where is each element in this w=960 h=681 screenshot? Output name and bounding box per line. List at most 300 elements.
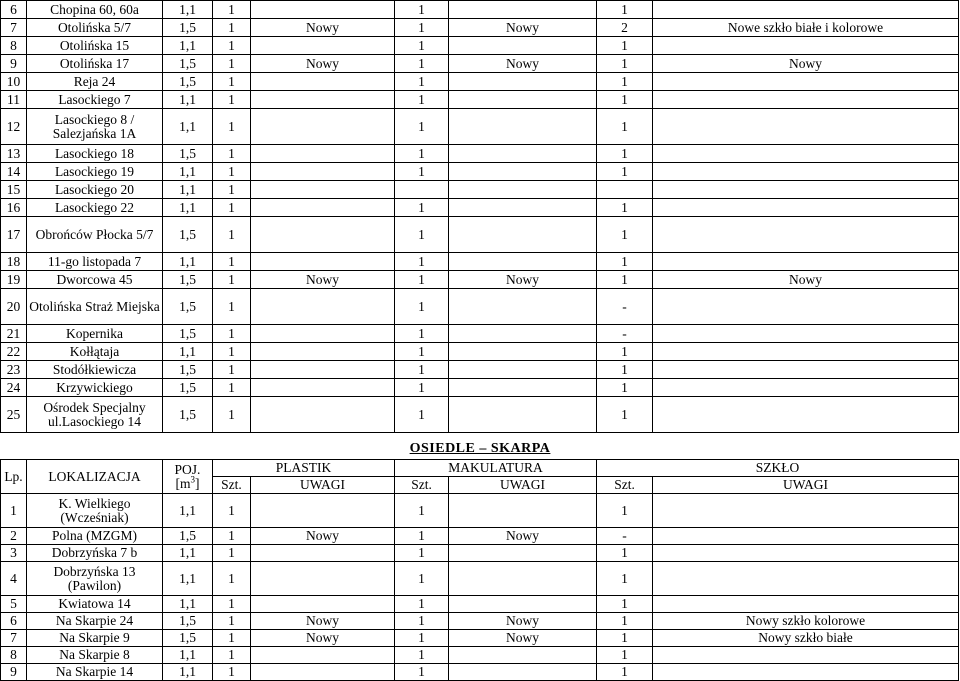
cell-capacity: 1,1 (163, 596, 213, 613)
cell-glass-count: 1 (597, 199, 653, 217)
cell-paper-count: 1 (395, 73, 449, 91)
cell-glass-count: 1 (597, 91, 653, 109)
cell-glass-count: 1 (597, 343, 653, 361)
cell-lp: 14 (1, 163, 27, 181)
cell-lp: 8 (1, 37, 27, 55)
cell-glass-count (597, 181, 653, 199)
cell-capacity: 1,5 (163, 528, 213, 545)
cell-paper-count: 1 (395, 55, 449, 73)
cell-plastic-count: 1 (213, 613, 251, 630)
cell-paper-notes: Nowy (449, 528, 597, 545)
cell-plastic-notes (251, 1, 395, 19)
cell-location: Lasockiego 20 (27, 181, 163, 199)
cell-lp: 9 (1, 55, 27, 73)
cell-plastic-count: 1 (213, 145, 251, 163)
cell-location: Dobrzyńska 7 b (27, 545, 163, 562)
cell-paper-notes (449, 545, 597, 562)
cell-plastic-count: 1 (213, 325, 251, 343)
cell-capacity: 1,5 (163, 55, 213, 73)
header-glass-uwagi: UWAGI (653, 477, 959, 494)
cell-paper-count: 1 (395, 361, 449, 379)
cell-location: Lasockiego 22 (27, 199, 163, 217)
table-row (1, 163, 959, 181)
cell-glass-notes (653, 397, 959, 433)
cell-capacity: 1,5 (163, 217, 213, 253)
cell-location: Lasockiego 18 (27, 145, 163, 163)
cell-paper-notes (449, 325, 597, 343)
header-capacity-label: POJ. (174, 461, 201, 477)
cell-lp: 7 (1, 19, 27, 37)
cell-capacity: 1,1 (163, 664, 213, 681)
cell-location: Reja 24 (27, 73, 163, 91)
cell-glass-notes (653, 73, 959, 91)
cell-glass-notes (653, 361, 959, 379)
cell-capacity: 1,5 (163, 325, 213, 343)
cell-paper-notes (449, 199, 597, 217)
cell-glass-count: 1 (597, 37, 653, 55)
header-plastic-uwagi: UWAGI (251, 477, 395, 494)
cell-paper-count: 1 (395, 613, 449, 630)
table-header (1, 460, 959, 494)
cell-lp: 21 (1, 325, 27, 343)
cell-capacity: 1,1 (163, 163, 213, 181)
cell-capacity: 1,1 (163, 109, 213, 145)
cell-capacity: 1,5 (163, 613, 213, 630)
cell-plastic-notes (251, 91, 395, 109)
cell-paper-count: 1 (395, 19, 449, 37)
cell-plastic-count: 1 (213, 19, 251, 37)
header-capacity-close: ] (195, 475, 200, 491)
cell-paper-count: 1 (395, 145, 449, 163)
cell-plastic-notes (251, 379, 395, 397)
cell-paper-notes (449, 664, 597, 681)
cell-paper-count: 1 (395, 199, 449, 217)
cell-location: Kwiatowa 14 (27, 596, 163, 613)
table-row (1, 664, 959, 681)
cell-plastic-count: 1 (213, 596, 251, 613)
cell-plastic-notes: Nowy (251, 613, 395, 630)
cell-capacity: 1,1 (163, 1, 213, 19)
cell-plastic-count: 1 (213, 361, 251, 379)
cell-paper-count: 1 (395, 562, 449, 596)
table-row (1, 325, 959, 343)
header-plastic: PLASTIK (213, 460, 395, 477)
table-row (1, 397, 959, 433)
cell-plastic-notes (251, 343, 395, 361)
cell-capacity: 1,1 (163, 37, 213, 55)
header-capacity-unit: [m (175, 475, 191, 491)
table-row (1, 217, 959, 253)
cell-lp: 9 (1, 664, 27, 681)
table-row (1, 253, 959, 271)
cell-paper-notes (449, 289, 597, 325)
cell-location: Polna (MZGM) (27, 528, 163, 545)
cell-lp: 24 (1, 379, 27, 397)
cell-glass-count: 1 (597, 1, 653, 19)
table-row (1, 73, 959, 91)
cell-plastic-count: 1 (213, 397, 251, 433)
cell-paper-notes: Nowy (449, 55, 597, 73)
cell-paper-count: 1 (395, 343, 449, 361)
cell-glass-notes: Nowe szkło białe i kolorowe (653, 19, 959, 37)
table-row (1, 361, 959, 379)
cell-capacity: 1,5 (163, 73, 213, 91)
cell-plastic-count: 1 (213, 217, 251, 253)
cell-plastic-count: 1 (213, 181, 251, 199)
cell-lp: 2 (1, 528, 27, 545)
cell-plastic-notes (251, 109, 395, 145)
cell-lp: 4 (1, 562, 27, 596)
cell-glass-notes (653, 379, 959, 397)
cell-plastic-count: 1 (213, 91, 251, 109)
header-capacity-sup: 3 (190, 474, 195, 484)
cell-glass-count: 1 (597, 613, 653, 630)
cell-plastic-count: 1 (213, 55, 251, 73)
cell-plastic-count: 1 (213, 73, 251, 91)
table-row (1, 109, 959, 145)
cell-plastic-notes (251, 217, 395, 253)
cell-glass-count: - (597, 325, 653, 343)
cell-plastic-notes (251, 325, 395, 343)
cell-location: Na Skarpie 8 (27, 647, 163, 664)
cell-plastic-notes (251, 647, 395, 664)
cell-plastic-count: 1 (213, 647, 251, 664)
cell-paper-count: 1 (395, 91, 449, 109)
table-row (1, 545, 959, 562)
section-title (0, 441, 960, 457)
table-row (1, 91, 959, 109)
cell-lp: 23 (1, 361, 27, 379)
header-localization: LOKALIZACJA (27, 460, 163, 494)
cell-location: Dworcowa 45 (27, 271, 163, 289)
cell-glass-count: 1 (597, 217, 653, 253)
cell-plastic-count: 1 (213, 343, 251, 361)
cell-paper-count: 1 (395, 397, 449, 433)
cell-lp: 20 (1, 289, 27, 325)
cell-glass-count: 1 (597, 361, 653, 379)
table-row (1, 271, 959, 289)
cell-plastic-count: 1 (213, 199, 251, 217)
cell-capacity: 1,5 (163, 19, 213, 37)
header-lp: Lp. (1, 460, 27, 494)
cell-lp: 3 (1, 545, 27, 562)
cell-paper-notes (449, 217, 597, 253)
cell-location: Dobrzyńska 13 (Pawilon) (27, 562, 163, 596)
cell-paper-notes (449, 596, 597, 613)
cell-location: Obrońców Płocka 5/7 (27, 217, 163, 253)
cell-paper-count: 1 (395, 630, 449, 647)
cell-glass-notes (653, 647, 959, 664)
cell-plastic-notes: Nowy (251, 630, 395, 647)
cell-glass-notes (653, 181, 959, 199)
cell-paper-count: 1 (395, 37, 449, 55)
cell-glass-count: 2 (597, 19, 653, 37)
cell-plastic-count: 1 (213, 163, 251, 181)
cell-glass-count: 1 (597, 494, 653, 528)
cell-plastic-notes (251, 562, 395, 596)
cell-paper-notes (449, 163, 597, 181)
cell-location: K. Wielkiego (Wcześniak) (27, 494, 163, 528)
cell-lp: 10 (1, 73, 27, 91)
cell-location: Otolińska 15 (27, 37, 163, 55)
cell-capacity: 1,5 (163, 379, 213, 397)
cell-paper-count: 1 (395, 379, 449, 397)
cell-paper-notes (449, 361, 597, 379)
cell-glass-notes (653, 343, 959, 361)
cell-glass-count: 1 (597, 664, 653, 681)
cell-lp: 8 (1, 647, 27, 664)
cell-glass-count: 1 (597, 163, 653, 181)
cell-plastic-notes: Nowy (251, 55, 395, 73)
cell-capacity: 1,1 (163, 253, 213, 271)
cell-paper-count: 1 (395, 325, 449, 343)
cell-lp: 19 (1, 271, 27, 289)
cell-location: Kopernika (27, 325, 163, 343)
cell-paper-count: 1 (395, 289, 449, 325)
cell-lp: 5 (1, 596, 27, 613)
cell-glass-notes (653, 325, 959, 343)
cell-location: Na Skarpie 24 (27, 613, 163, 630)
cell-location: 11-go listopada 7 (27, 253, 163, 271)
table-row (1, 1, 959, 19)
cell-lp: 13 (1, 145, 27, 163)
cell-glass-count: 1 (597, 630, 653, 647)
cell-capacity: 1,1 (163, 343, 213, 361)
cell-glass-notes: Nowy szkło kolorowe (653, 613, 959, 630)
cell-glass-notes (653, 1, 959, 19)
section-title-text: OSIEDLE – SKARPA (409, 441, 551, 456)
cell-glass-count: 1 (597, 562, 653, 596)
cell-location: Lasockiego 8 / Salezjańska 1A (27, 109, 163, 145)
cell-paper-notes: Nowy (449, 19, 597, 37)
cell-location: Ośrodek Specjalny ul.Lasockiego 14 (27, 397, 163, 433)
cell-plastic-notes: Nowy (251, 271, 395, 289)
cell-capacity: 1,5 (163, 145, 213, 163)
cell-plastic-notes (251, 596, 395, 613)
cell-paper-notes (449, 181, 597, 199)
cell-paper-count: 1 (395, 253, 449, 271)
cell-plastic-count: 1 (213, 528, 251, 545)
header-glass: SZKŁO (597, 460, 959, 477)
cell-paper-count: 1 (395, 528, 449, 545)
container-table-skarpa-body (1, 494, 959, 681)
table-row (1, 343, 959, 361)
cell-paper-count: 1 (395, 1, 449, 19)
cell-plastic-notes (251, 397, 395, 433)
cell-paper-notes (449, 253, 597, 271)
cell-paper-notes: Nowy (449, 271, 597, 289)
cell-plastic-notes (251, 289, 395, 325)
cell-glass-notes (653, 217, 959, 253)
cell-paper-notes (449, 494, 597, 528)
cell-paper-notes: Nowy (449, 613, 597, 630)
cell-paper-notes (449, 397, 597, 433)
cell-glass-notes (653, 253, 959, 271)
cell-plastic-notes: Nowy (251, 528, 395, 545)
cell-glass-count: 1 (597, 109, 653, 145)
cell-location: Stodółkiewicza (27, 361, 163, 379)
cell-glass-notes: Nowy (653, 271, 959, 289)
header-plastic-szt: Szt. (213, 477, 251, 494)
cell-glass-count: - (597, 528, 653, 545)
cell-paper-count: 1 (395, 647, 449, 664)
cell-lp: 6 (1, 613, 27, 630)
cell-plastic-notes (251, 163, 395, 181)
cell-glass-count: 1 (597, 379, 653, 397)
cell-paper-notes: Nowy (449, 630, 597, 647)
cell-glass-notes: Nowy (653, 55, 959, 73)
cell-lp: 11 (1, 91, 27, 109)
table-row (1, 145, 959, 163)
cell-paper-count: 1 (395, 163, 449, 181)
cell-lp: 1 (1, 494, 27, 528)
cell-lp: 6 (1, 1, 27, 19)
header-paper-szt: Szt. (395, 477, 449, 494)
cell-paper-notes (449, 562, 597, 596)
cell-paper-count: 1 (395, 271, 449, 289)
cell-capacity: 1,5 (163, 397, 213, 433)
cell-lp: 25 (1, 397, 27, 433)
cell-paper-count: 1 (395, 545, 449, 562)
cell-glass-notes (653, 289, 959, 325)
cell-glass-notes (653, 596, 959, 613)
header-capacity (163, 460, 213, 494)
cell-lp: 18 (1, 253, 27, 271)
cell-plastic-notes (251, 253, 395, 271)
cell-glass-count: 1 (597, 397, 653, 433)
cell-capacity: 1,1 (163, 91, 213, 109)
table-row (1, 181, 959, 199)
cell-paper-notes (449, 109, 597, 145)
table-row (1, 55, 959, 73)
cell-lp: 22 (1, 343, 27, 361)
table-row (1, 289, 959, 325)
cell-lp: 15 (1, 181, 27, 199)
cell-plastic-notes (251, 361, 395, 379)
cell-glass-count: 1 (597, 253, 653, 271)
cell-capacity: 1,5 (163, 271, 213, 289)
cell-plastic-notes (251, 145, 395, 163)
table-row (1, 199, 959, 217)
cell-glass-notes (653, 664, 959, 681)
cell-lp: 12 (1, 109, 27, 145)
table-row (1, 562, 959, 596)
cell-plastic-count: 1 (213, 630, 251, 647)
cell-location: Otolińska 17 (27, 55, 163, 73)
header-paper: MAKULATURA (395, 460, 597, 477)
cell-glass-notes (653, 91, 959, 109)
cell-paper-count: 1 (395, 596, 449, 613)
cell-paper-notes (449, 1, 597, 19)
cell-plastic-count: 1 (213, 1, 251, 19)
table-row (1, 596, 959, 613)
cell-glass-notes (653, 545, 959, 562)
cell-plastic-notes (251, 545, 395, 562)
cell-capacity: 1,1 (163, 181, 213, 199)
cell-location: Na Skarpie 14 (27, 664, 163, 681)
cell-lp: 7 (1, 630, 27, 647)
cell-glass-notes: Nowy szkło białe (653, 630, 959, 647)
cell-paper-count: 1 (395, 494, 449, 528)
cell-plastic-count: 1 (213, 379, 251, 397)
cell-location: Lasockiego 7 (27, 91, 163, 109)
cell-capacity: 1,1 (163, 562, 213, 596)
cell-plastic-notes (251, 181, 395, 199)
cell-paper-notes (449, 145, 597, 163)
cell-glass-count: 1 (597, 596, 653, 613)
container-table-upper-body (1, 1, 959, 433)
cell-plastic-count: 1 (213, 271, 251, 289)
cell-paper-notes (449, 647, 597, 664)
cell-capacity: 1,1 (163, 494, 213, 528)
cell-glass-notes (653, 145, 959, 163)
cell-capacity: 1,5 (163, 289, 213, 325)
cell-glass-notes (653, 163, 959, 181)
table-row (1, 613, 959, 630)
cell-plastic-count: 1 (213, 109, 251, 145)
table-row (1, 19, 959, 37)
header-glass-szt: Szt. (597, 477, 653, 494)
cell-plastic-count: 1 (213, 289, 251, 325)
cell-glass-count: 1 (597, 73, 653, 91)
cell-paper-notes (449, 37, 597, 55)
cell-plastic-notes (251, 199, 395, 217)
cell-plastic-count: 1 (213, 545, 251, 562)
table-row (1, 647, 959, 664)
cell-location: Otolińska 5/7 (27, 19, 163, 37)
cell-location: Kołłątaja (27, 343, 163, 361)
cell-capacity: 1,1 (163, 647, 213, 664)
table-row (1, 494, 959, 528)
cell-location: Krzywickiego (27, 379, 163, 397)
cell-plastic-notes (251, 37, 395, 55)
cell-paper-notes (449, 379, 597, 397)
table-row (1, 379, 959, 397)
cell-plastic-count: 1 (213, 37, 251, 55)
cell-plastic-count: 1 (213, 562, 251, 596)
cell-plastic-count: 1 (213, 664, 251, 681)
cell-location: Na Skarpie 9 (27, 630, 163, 647)
cell-lp: 16 (1, 199, 27, 217)
cell-glass-notes (653, 109, 959, 145)
cell-plastic-notes (251, 73, 395, 91)
cell-capacity: 1,1 (163, 199, 213, 217)
cell-paper-notes (449, 343, 597, 361)
cell-paper-count (395, 181, 449, 199)
cell-glass-notes (653, 562, 959, 596)
cell-paper-count: 1 (395, 217, 449, 253)
container-table-skarpa (0, 459, 959, 681)
cell-glass-notes (653, 494, 959, 528)
cell-glass-count: - (597, 289, 653, 325)
header-paper-uwagi: UWAGI (449, 477, 597, 494)
cell-glass-notes (653, 528, 959, 545)
cell-location: Otolińska Straż Miejska (27, 289, 163, 325)
cell-plastic-count: 1 (213, 253, 251, 271)
cell-glass-count: 1 (597, 545, 653, 562)
cell-plastic-notes (251, 664, 395, 681)
cell-paper-notes (449, 91, 597, 109)
table-row (1, 528, 959, 545)
table-row (1, 37, 959, 55)
cell-glass-count: 1 (597, 145, 653, 163)
cell-glass-count: 1 (597, 647, 653, 664)
cell-location: Chopina 60, 60a (27, 1, 163, 19)
cell-paper-count: 1 (395, 109, 449, 145)
cell-glass-count: 1 (597, 271, 653, 289)
cell-plastic-count: 1 (213, 494, 251, 528)
cell-capacity: 1,5 (163, 630, 213, 647)
